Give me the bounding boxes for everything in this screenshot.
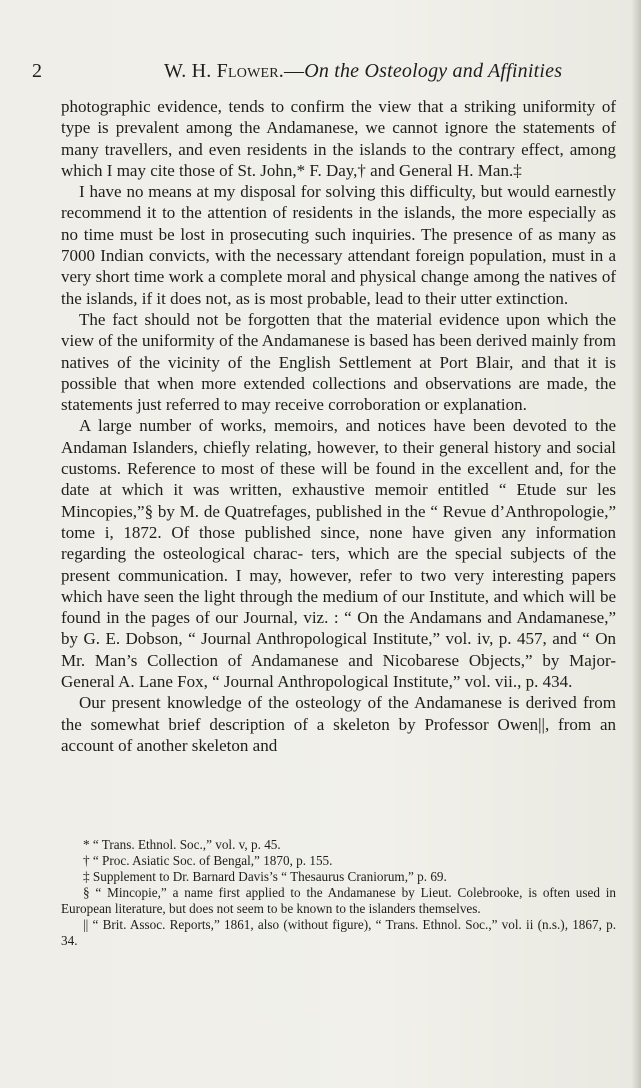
running-title	[164, 60, 562, 83]
footnote: † “ Proc. Asiatic Soc. of Bengal,” 1870, p. 155.	[83, 853, 333, 868]
page-number: 2	[32, 60, 42, 82]
running-header	[30, 60, 620, 88]
body-text	[61, 96, 616, 756]
paper-title: On the Osteology and Affinities	[304, 60, 563, 82]
paragraph: A large number of works, memoirs, and notices have been devoted to the Andaman Islanders, chiefly relating, however, to their general history and social customs. Reference to most of these will be found in the excellent and, for the date at which it was written, exhaustive memoir entitled “ Etude sur les Mincopies,”§ by M. de Quatrefages, published in the “ Revue d’Anthropologie,” tome i, 1872. Of those published since, none have given any information regarding the osteological charac- ters, which are the special subjects of the present communication. I may, however, refer to two very interesting papers which have seen the light through the medium of our Institute, and which will be found in the pages of our Journal, viz. : “ On the Andamans and Andamanese,” by G. E. Dobson, “ Journal Anthropological Institute,” vol. iv, p. 457, and “ On Mr. Man’s Collection of Andamanese and Nicobarese Objects,” by Major-General A. Lane Fox, “ Journal Anthropological Institute,” vol. vii., p. 434.	[61, 416, 616, 692]
footnote: § “ Mincopie,” a name first applied to the Andamanese by Lieut. Colebrooke, is often used in European literature, but does not seem to be known to the islanders themselves.	[61, 885, 616, 916]
paragraph: The fact should not be forgotten that the material evidence upon which the view of the uniformity of the Andamanese is based has been derived mainly from natives of the vicinity of the English Settlement at Port Blair, and that it is possible that when more extended collections and observations are made, the statements just referred to may receive corroboration or explanation.	[61, 309, 616, 415]
page-edge-shadow	[631, 0, 641, 1088]
footnotes	[61, 837, 616, 949]
author-name: W. H. Flower.	[164, 60, 284, 82]
title-dash: —	[283, 60, 305, 82]
footnote: || “ Brit. Assoc. Reports,” 1861, also (without figure), “ Trans. Ethnol. Soc.,” vol. ii (n.s.), 1867, p. 34.	[61, 917, 616, 948]
footnote: * “ Trans. Ethnol. Soc.,” vol. v, p. 45.	[83, 837, 281, 852]
footnote: ‡ Supplement to Dr. Barnard Davis’s “ Thesaurus Craniorum,” p. 69.	[83, 869, 447, 884]
paragraph: photographic evidence, tends to confirm the view that a striking uniformity of type is prevalent among the Andamanese, we cannot ignore the statements of many travellers, and even residents in the islands to the contrary effect, among which I may cite those of St. John,* F. Day,† and General H. Man.‡	[61, 97, 616, 180]
paragraph: I have no means at my disposal for solving this difficulty, but would earnestly recommend it to the attention of residents in the islands, the more especially as no time must be lost in prosecuting such inquiries. The presence of as many as 7000 Indian convicts, with the necessary attendant foreign population, must in a very short time work a complete moral and physical change among the natives of the islands, if it does not, as is most probable, lead to their utter extinction.	[61, 182, 616, 308]
paragraph: Our present knowledge of the osteology of the Andamanese is derived from the somewhat brief description of a skeleton by Professor Owen||, from an account of another skeleton and	[61, 693, 616, 755]
